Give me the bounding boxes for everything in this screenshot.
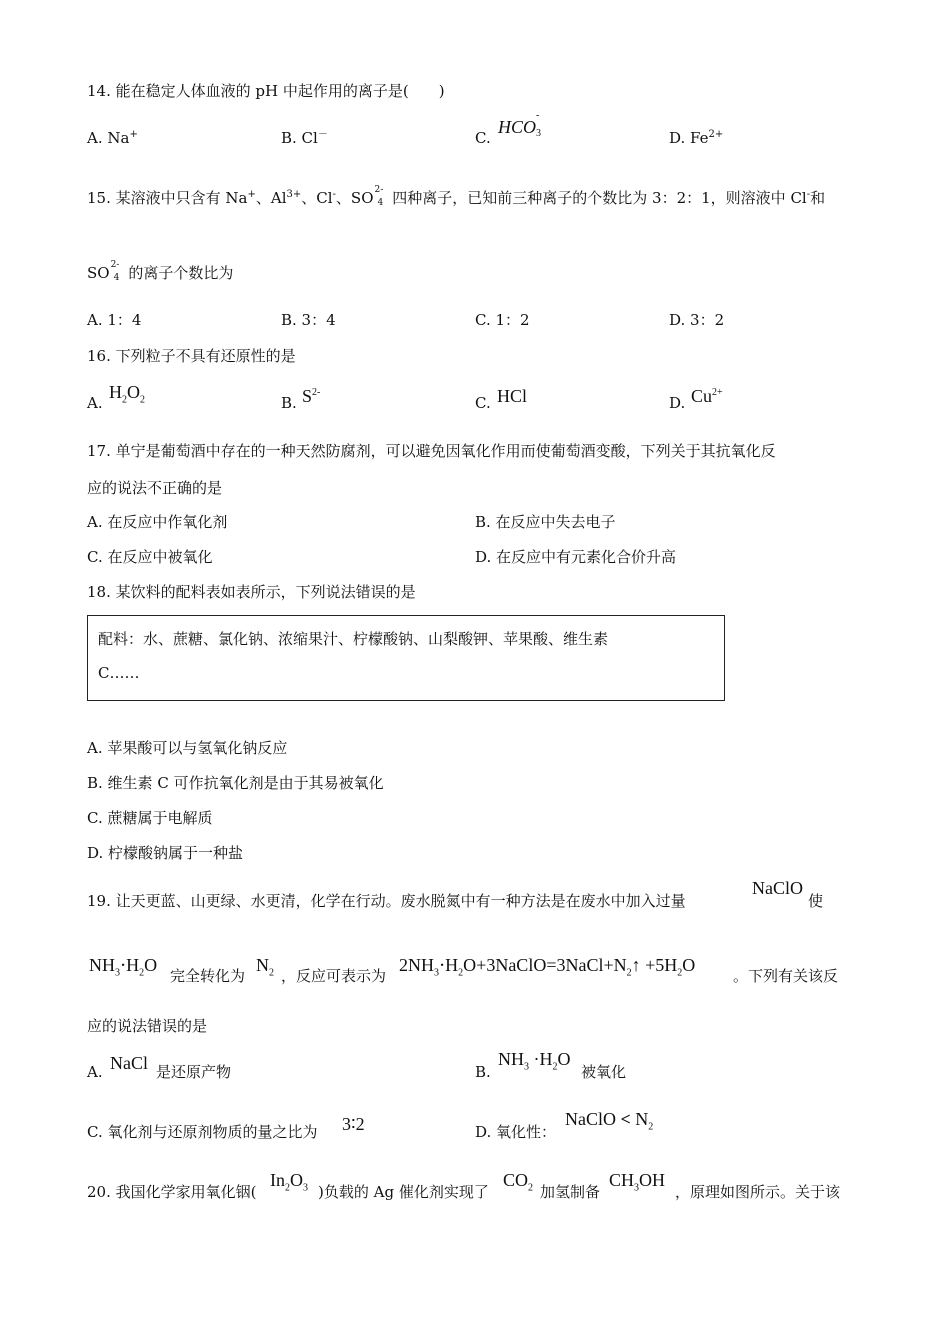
q16-option-d-formula: $Cu^{2+}$ xyxy=(691,386,723,406)
q14-option-d: D. $Fe^{2+}$ xyxy=(669,129,724,147)
ingredient-line1: 配料：水、蔗糖、氯化钠、浓缩果汁、柠檬酸钠、山梨酸钾、苹果酸、维生素 xyxy=(98,630,609,648)
q19-n2: $N_2$ xyxy=(256,955,274,979)
q17-line2: 应的说法不正确的是 xyxy=(87,479,223,497)
q20-text-a: 20. 我国化学家用氧化铟( xyxy=(87,1183,257,1201)
q20-text-b: )负载的 Ag 催化剂实现了 xyxy=(318,1183,489,1201)
q14-option-a: A. Na+ xyxy=(87,129,138,147)
q16-option-b: B. xyxy=(281,394,297,412)
q18-stem: 18. 某饮料的配料表如表所示，下列说法错误的是 xyxy=(87,583,416,601)
q19-text-c: 。下列有关该反 xyxy=(733,967,839,985)
q19-equation: $2NH_3\cdot H_2O+3NaClO=3NaCl+N_2↑ +5H_2O$ xyxy=(399,955,696,979)
q19-option-d-formula: NaClO < $N_2$ xyxy=(565,1109,654,1133)
ingredient-line2: C…… xyxy=(98,664,140,682)
q17-option-b: B. 在反应中失去电子 xyxy=(475,513,616,531)
q15-line2: SO 2- 4 的离子个数比为 xyxy=(87,260,234,283)
q15-option-a: A. 1：4 xyxy=(87,311,142,329)
q20-co2: $CO_2$ xyxy=(503,1170,534,1194)
q16-stem: 16. 下列粒子不具有还原性的是 xyxy=(87,347,296,365)
q20-text-c: 加氢制备 xyxy=(540,1183,601,1201)
q20-text-d: ，原理如图所示。关于该 xyxy=(675,1183,841,1201)
q18-option-d: D. 柠檬酸钠属于一种盐 xyxy=(87,844,244,862)
q19-line3: 应的说法错误的是 xyxy=(87,1017,208,1035)
q20-ch3oh: $CH_3OH$ xyxy=(609,1170,666,1194)
q14-stem: 14. 能在稳定人体血液的 pH 中起作用的离子是( ) xyxy=(87,82,445,100)
q15-option-c: C. 1：2 xyxy=(475,311,530,329)
q19-naclo: NaClO xyxy=(752,878,803,898)
ingredient-table xyxy=(87,615,725,701)
q18-option-a: A. 苹果酸可以与氢氧化钠反应 xyxy=(87,739,288,757)
q15-option-b: B. 3：4 xyxy=(281,311,336,329)
q17-option-c: C. 在反应中被氧化 xyxy=(87,548,213,566)
q19-text-a: 完全转化为 xyxy=(170,967,246,985)
q16-option-d: D. xyxy=(669,394,686,412)
q17-option-a: A. 在反应中作氧化剂 xyxy=(87,513,228,531)
q19-option-d: D. 氧化性： xyxy=(475,1123,557,1141)
q19-option-a-formula: NaCl xyxy=(110,1053,148,1073)
q19-line1-end: 使 xyxy=(808,892,824,910)
q19-text-b: ，反应可表示为 xyxy=(281,967,387,985)
q18-option-b: B. 维生素 C 可作抗氧化剂是由于其易被氧化 xyxy=(87,774,384,792)
q19-option-b-text: 被氧化 xyxy=(581,1063,627,1081)
q16-option-b-formula: $S^{2-}$ xyxy=(302,386,321,406)
q15-line1: 15. 某溶液中只含有 Na+、$Al^{3+}$、Cl-、SO 2- 4 四种离子，已知前三种离子的个数比为 3：2：1，则溶液中 Cl-和 xyxy=(87,185,826,208)
q14-option-c-formula: HCO - 3 xyxy=(498,110,542,139)
q19-option-c-ratio: 3∶2 xyxy=(342,1114,365,1134)
q19-option-a: A. xyxy=(87,1063,103,1081)
q16-option-a-formula: $H_2O_2$ xyxy=(109,382,145,406)
q16-option-c: C. xyxy=(475,394,491,412)
q19-nh3h2o: $NH_3\cdot H_2O$ xyxy=(89,955,158,979)
q19-option-b: B. xyxy=(475,1063,491,1081)
q16-option-a: A. xyxy=(87,394,103,412)
q18-option-c: C. 蔗糖属于电解质 xyxy=(87,809,213,827)
q20-in2o3: $In_2O_3$ xyxy=(270,1170,308,1194)
q16-option-c-formula: HCl xyxy=(497,386,528,406)
q19-line1: 19. 让天更蓝、山更绿、水更清，化学在行动。废水脱氮中有一种方法是在废水中加入过量 xyxy=(87,892,686,910)
q14-option-c: C. xyxy=(475,129,491,147)
q17-option-d: D. 在反应中有元素化合价升高 xyxy=(475,548,677,566)
q19-option-b-formula: $NH_3 \cdot H_2O$ xyxy=(498,1049,571,1073)
q19-option-a-text: 是还原产物 xyxy=(156,1063,232,1081)
q17-line1: 17. 单宁是葡萄酒中存在的一种天然防腐剂，可以避免因氧化作用而使葡萄酒变酸，下列关于其抗氧化反 xyxy=(87,442,776,460)
q15-option-d: D. 3：2 xyxy=(669,311,725,329)
q14-option-b: B. Cl－ xyxy=(281,129,328,147)
q19-option-c: C. 氧化剂与还原剂物质的量之比为 xyxy=(87,1123,318,1141)
